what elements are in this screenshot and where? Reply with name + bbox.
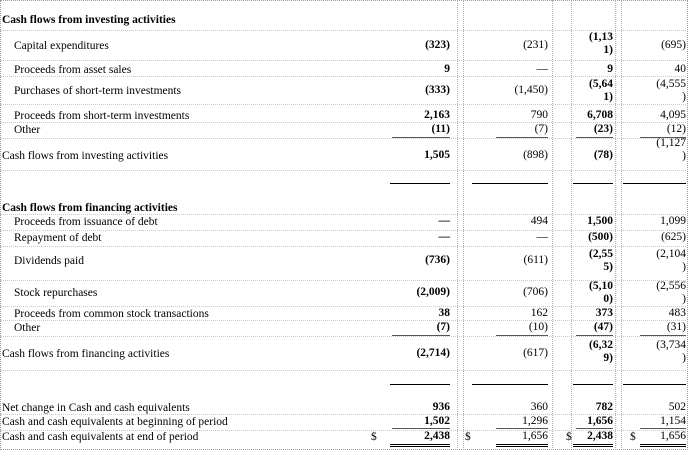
value-cell: 38 [438,307,450,319]
value-cell: 1,656 [660,430,686,442]
row-label: Cash and cash equivalents at beginning of period [2,416,228,428]
total-rule [623,384,686,385]
value-cell: (231) [523,39,548,51]
subtotal-rule [496,428,548,429]
row-label: Proceeds from asset sales [14,64,132,76]
value-cell: (611) [523,254,548,266]
double-rule [390,446,450,447]
value-cell: (3,734 [656,339,686,351]
value-cell: (78) [593,149,613,161]
row-label: Proceeds from short-term investments [14,110,190,122]
value-cell: 1,099 [660,215,686,227]
total-rule [623,183,686,184]
value-cell: 1,656 [587,415,613,427]
value-cell: (736) [425,254,450,266]
value-cell: 6,708 [587,109,613,121]
value-cell: 162 [530,307,548,319]
value-cell-wrap: ) [682,150,686,162]
value-cell: 1,296 [522,415,548,427]
total-rule [472,384,548,385]
value-cell-wrap: 1) [603,91,613,103]
value-cell: (1,13 [589,31,613,43]
value-cell: (5,10 [589,280,613,292]
value-cell: (706) [523,286,548,298]
value-cell-wrap: ) [682,91,686,103]
subtotal-rule [640,428,686,429]
value-cell: (323) [425,39,450,51]
value-cell: (10) [528,321,548,333]
value-cell: (2,009) [416,286,450,298]
value-cell: (2,556 [656,280,686,292]
total-rule [390,384,450,385]
section-title: Cash flows from investing activities [2,14,176,26]
value-cell: 1,502 [424,415,450,427]
column-divider [615,0,616,448]
value-cell: (898) [523,149,548,161]
value-cell: (2,104 [656,248,686,260]
subtotal-rule [640,335,686,336]
value-cell: (23) [593,123,613,135]
value-cell: 1,505 [424,149,450,161]
value-cell: (1,127 [656,137,686,149]
subtotal-rule [392,428,450,429]
subtotal-rule [496,335,548,336]
row-label: Other [14,124,41,136]
value-cell: (333) [425,84,450,96]
currency-symbol: $ [371,431,377,443]
row-label: Cash flows from investing activities [2,150,169,162]
value-cell-wrap: 9) [603,352,613,364]
currency-symbol: $ [630,431,636,443]
value-cell: 9 [607,63,613,75]
value-cell: — [438,231,450,243]
value-cell-wrap: ) [682,261,686,273]
value-cell: 1,154 [660,415,686,427]
value-cell: (1,450) [514,84,548,96]
subtotal-rule [576,428,613,429]
value-cell: (4,555 [656,78,686,90]
row-label: Proceeds from common stock transactions [14,308,209,320]
value-cell: 494 [530,215,548,227]
value-cell: 790 [530,109,548,121]
value-cell: 936 [432,401,450,413]
total-rule [573,183,613,184]
value-cell-wrap: ) [682,352,686,364]
value-cell: 40 [674,63,686,75]
double-rule [573,446,613,447]
value-cell: 1,500 [587,215,613,227]
double-rule [496,446,548,447]
total-rule [472,183,548,184]
column-divider [621,0,622,448]
value-cell: (617) [523,347,548,359]
currency-symbol: $ [566,431,572,443]
value-cell: (6,32 [589,339,613,351]
value-cell-wrap: 1) [603,44,613,56]
total-rule [390,183,450,184]
double-rule [640,444,686,445]
row-label: Cash flows from financing activities [2,348,170,360]
subtotal-rule [576,335,613,336]
value-cell-wrap: 5) [603,261,613,273]
column-divider [457,0,458,448]
row-label: Purchases of short-term investments [14,85,182,97]
value-cell-wrap: ) [682,293,686,305]
double-rule [573,444,613,445]
row-label: Other [14,322,41,334]
double-rule [496,444,548,445]
subtotal-rule [496,137,548,138]
value-cell: 2,163 [424,109,450,121]
row-label: Proceeds from issuance of debt [14,216,158,228]
row-label: Net change in Cash and cash equivalents [2,402,190,414]
column-divider [463,0,464,448]
value-cell: (500) [588,231,613,243]
value-cell: 502 [668,401,686,413]
value-cell: (11) [431,123,450,135]
value-cell: 2,438 [424,430,450,442]
value-cell: (47) [593,321,613,333]
value-cell: (5,64 [589,78,613,90]
value-cell: 4,095 [660,109,686,121]
double-rule [640,446,686,447]
row-label: Repayment of debt [14,232,102,244]
value-cell: (625) [661,231,686,243]
value-cell: 9 [444,63,450,75]
value-cell: (7) [534,123,548,135]
value-cell: — [438,215,450,227]
value-cell: 483 [668,307,686,319]
row-label: Cash and cash equivalents at end of period [2,431,199,443]
value-cell-wrap: 0) [603,293,613,305]
currency-symbol: $ [465,431,471,443]
subtotal-rule [392,137,450,138]
value-cell: (12) [666,123,686,135]
double-rule [390,444,450,445]
row-label: Capital expenditures [14,40,109,52]
value-cell: 360 [530,401,548,413]
value-cell: (31) [666,321,686,333]
value-cell: 373 [595,307,613,319]
value-cell: 1,656 [522,430,548,442]
value-cell: — [536,63,548,75]
column-divider [552,0,553,448]
section-title: Cash flows from financing activities [2,202,178,214]
value-cell: (2,714) [416,347,450,359]
value-cell: 2,438 [587,430,613,442]
value-cell: (7) [436,321,450,333]
row-label: Dividends paid [14,255,84,267]
row-label: Stock repurchases [14,287,98,299]
value-cell: 782 [595,401,613,413]
total-rule [573,384,613,385]
value-cell: (2,55 [589,248,613,260]
value-cell: — [536,231,548,243]
value-cell: (695) [661,39,686,51]
subtotal-rule [576,137,613,138]
subtotal-rule [392,335,450,336]
